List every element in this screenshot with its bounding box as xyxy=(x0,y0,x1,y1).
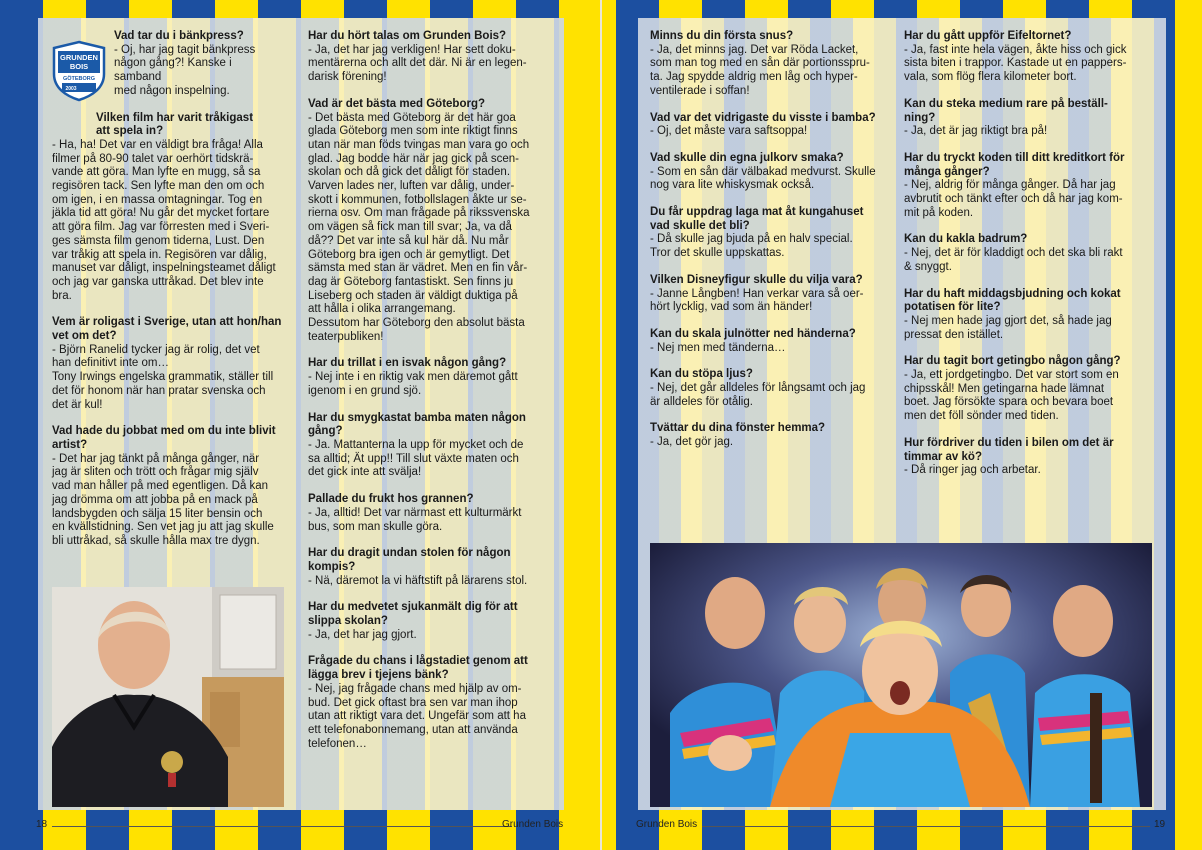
qa-item xyxy=(904,355,1154,424)
logo-year: 2003 xyxy=(65,86,77,92)
qa-item xyxy=(904,152,1154,221)
qa-item xyxy=(904,98,1154,139)
question: Kan du kakla badrum? xyxy=(904,233,1028,246)
question: Vad var det vidrigaste du visste i bamba? xyxy=(650,111,876,124)
qa-item xyxy=(52,425,282,548)
answer: - Nej, det går alldeles för långsamt och jag är alldeles för otålig. xyxy=(650,382,866,408)
question: Vad tar du i bänkpress? xyxy=(114,30,244,42)
question: Vad skulle din egna julkorv smaka? xyxy=(650,151,844,164)
answer: - Ja. Mattanterna la upp för mycket och de sa alltid; Ät upp!! Till slut växte maten och det gick inte att svälja! xyxy=(308,438,524,479)
qa-item xyxy=(650,152,890,193)
question: Vilken film har varit tråkigast att spela in? xyxy=(96,111,254,138)
answer: - Ha, ha! Det var en väldigt bra fråga! Alla filmer på 80-90 talet var oerhört tidskrä- vande att göra. Man lyfte en mugg, så sa regisören tack. Sen lyfte man den om och om igen, i en massa omtagningar. Tog en jäkla tid att göra! Nu går det mycket fortare att göra film. Jag var förresten med i Sveri- ges sämsta film genom tiderna, Lust. Den var tråkig att spela in. Regisören var dålig, manuset var dåligt, inspelningsteamet dåligt och jag var ganska uttråkad. Det blev inte bra. xyxy=(52,138,276,302)
qa-item xyxy=(308,547,548,588)
answer: - Oj, har jag tagit bänkpress någon gång?! Kanske i samband med någon inspelning. xyxy=(114,43,256,97)
answer: - Nej inte i en riktig vak men däremot gått igenom i en grund sjö. xyxy=(308,371,518,397)
question: Vad hade du jobbat med om du inte blivit artist? xyxy=(52,425,276,451)
question: Har du medvetet sjukanmält dig för att slippa skolan? xyxy=(308,601,518,628)
answer: - Som en sån där välbakad medvurst. Skulle nog vara lite whiskysmak också. xyxy=(650,165,876,192)
qa-item xyxy=(308,412,548,481)
qa-item xyxy=(308,98,548,345)
answer: - Nej men med tänderna… xyxy=(650,341,786,354)
qa-item xyxy=(52,316,282,412)
right-column-2 xyxy=(904,30,1154,491)
answer: - Oj, det måste vara saftsoppa! xyxy=(650,125,808,138)
answer: - Nej men hade jag gjort det, så hade jag pressat den istället. xyxy=(904,314,1112,341)
question: Kan du stöpa ljus? xyxy=(650,368,753,381)
left-column-1 xyxy=(52,30,282,562)
right-column-1 xyxy=(650,30,890,463)
footer-label-right: Grunden Bois xyxy=(636,819,698,830)
qa-item xyxy=(650,30,890,99)
answer: - Ja, det gör jag. xyxy=(650,436,734,449)
page-number-left: 18 xyxy=(36,819,48,830)
answer: - Janne Långben! Han verkar vara så oer- hört lycklig, vad som än händer! xyxy=(650,287,864,314)
answer: - Ja, fast inte hela vägen, åkte hiss och gick sista biten i trappor. Kastade ut en pappers- vala, som flög flera kilometer bort. xyxy=(904,43,1127,84)
answer: - Ja, det är jag riktigt bra på! xyxy=(904,125,1048,138)
answer: - Nej, aldrig för många gånger. Då har jag avbrutit och tänkt efter och då har jag kom- mit på koden. xyxy=(904,179,1123,219)
question: Tvättar du dina fönster hemma? xyxy=(650,422,826,435)
answer: - Det har jag tänkt på många gånger, när jag är sliten och trött och frågar mig själv vad man håller på med egentligen. Då kan jag drömma om att jobba på en mack på landsbygden och sälja 15 liter bensin och en kvällstidning. Sen vet jag ju att jag skulle bli uttråkad, så skulle hålla max tre dygn. xyxy=(52,452,274,547)
qa-item xyxy=(308,655,548,751)
logo-line2: BOIS xyxy=(69,62,89,71)
footer-rule-right xyxy=(702,826,1150,827)
logo-line3: GÖTEBORG xyxy=(62,76,96,82)
question: Kan du skala julnötter ned händerna? xyxy=(650,327,856,340)
qa-item xyxy=(308,357,548,398)
qa-item xyxy=(650,274,890,315)
answer: - Ja, det minns jag. Det var Röda Lacket, som man tog med en sån där portionsspru- ta. Jag spydde aldrig men låg och hyper- ventilerade i soffan! xyxy=(650,43,870,97)
answer: - Björn Ranelid tycker jag är rolig, det vet han definitivt inte om… Tony Irwings engelska grammatik, ställer till det för honom när han pratar svenska och det är kul! xyxy=(52,343,274,411)
question: Vem är roligast i Sverige, utan att hon/han vet om det? xyxy=(52,316,282,343)
qa-item xyxy=(650,368,890,409)
question: Frågade du chans i lågstadiet genom att lägga brev i tjejens bänk? xyxy=(308,655,528,682)
question: Har du smygkastat bamba maten någon gång? xyxy=(308,411,526,438)
logo-line1: GRUNDEN xyxy=(60,53,98,62)
qa-item xyxy=(52,112,282,304)
footer-label-left: Grunden Bois xyxy=(502,819,564,830)
question: Har du trillat i en isvak någon gång? xyxy=(308,357,507,370)
answer: - Det bästa med Göteborg är det här goa glada Göteborg men som inte riktigt finns utan när man föds tvingas man vara go och glad. Jag bodde här när jag gick på scen- skolan och då gick det dåligt för staden. Varven lades ner, luften var dålig, under- skott i kommunen, fotbollslagen åkte ur se- rierna osv. Om man frågade på rikssvenska om vägen så fick man till svar; Ja, va då då?? Det var inte så kul här då. Nu mår Göteborg bra igen och är gemytligt. Det sämsta med stan är vädret. Men en fin vår- dag är Göteborg fantastiskt. Sen finns ju Liseberg och staden är väldigt duktiga på att hålla i olika arrangemang. Dessutom har Göteborg den absolut bästa teaterpubliken! xyxy=(308,111,530,343)
man-portrait-photo xyxy=(52,587,284,807)
answer: - Då ringer jag och arbetar. xyxy=(904,464,1041,477)
footer-rule-left xyxy=(52,826,512,827)
qa-item xyxy=(904,30,1154,85)
page-number-right: 19 xyxy=(1154,819,1166,830)
question: Vilken Disneyfigur skulle du vilja vara? xyxy=(650,273,863,286)
question: Har du hört talas om Grunden Bois? xyxy=(308,30,507,42)
qa-item xyxy=(650,422,890,449)
question: Vad är det bästa med Göteborg? xyxy=(308,97,486,110)
answer: - Nä, däremot la vi häftstift på lärarens stol. xyxy=(308,574,528,587)
left-page xyxy=(0,0,600,850)
question: Har du tryckt koden till ditt kreditkort för många gånger? xyxy=(904,151,1125,178)
question: Har du haft middagsbjudning och kokat potatisen för lite? xyxy=(904,287,1121,314)
answer: - Nej, jag frågade chans med hjälp av om- bud. Det gick oftast bra sen var man ihop utan att riktigt vara det. Ungefär som att ha ett telefonabonnemang, utan att använda telefonen… xyxy=(308,682,526,750)
qa-item xyxy=(308,601,548,642)
qa-item xyxy=(904,233,1154,274)
qa-item xyxy=(308,30,548,85)
qa-item xyxy=(904,437,1154,478)
question: Kan du steka medium rare på beställ- ning? xyxy=(904,97,1108,124)
qa-item xyxy=(650,112,890,139)
qa-item xyxy=(650,328,890,355)
question: Minns du din första snus? xyxy=(650,30,794,42)
question: Har du tagit bort getingbo någon gång? xyxy=(904,355,1121,368)
answer: - Ja, det har jag verkligen! Har sett doku- mentärerna och allt det där. Ni är en legen- darisk förening! xyxy=(308,43,527,84)
grunden-bois-logo xyxy=(52,40,106,102)
answer: - Nej, det är för kladdigt och det ska bli rakt & snyggt. xyxy=(904,247,1123,273)
qa-item xyxy=(650,206,890,261)
answer: - Då skulle jag bjuda på en halv special. Tror det skulle uppskattas. xyxy=(650,233,853,260)
answer: - Ja, det har jag gjort. xyxy=(308,628,417,641)
answer: - Ja, ett jordgetingbo. Det var stort som en chipsskål! Men getingarna hade lämnat boet. Jag försökte spara och bevara boet men det föll sönder med tiden. xyxy=(904,369,1119,423)
qa-item xyxy=(904,288,1154,343)
qa-item xyxy=(308,493,548,534)
question: Hur fördriver du tiden i bilen om det är timmar av kö? xyxy=(904,436,1114,463)
band-photo xyxy=(650,543,1152,807)
answer: - Ja, alltid! Det var närmast ett kulturmärkt bus, som man skulle göra. xyxy=(308,506,522,533)
left-column-2 xyxy=(308,30,548,764)
question: Har du gått uppför Eifeltornet? xyxy=(904,30,1072,42)
question: Du får uppdrag laga mat åt kungahuset vad skulle det bli? xyxy=(650,206,864,232)
question: Pallade du frukt hos grannen? xyxy=(308,493,474,506)
question: Har du dragit undan stolen för någon kompis? xyxy=(308,547,511,573)
